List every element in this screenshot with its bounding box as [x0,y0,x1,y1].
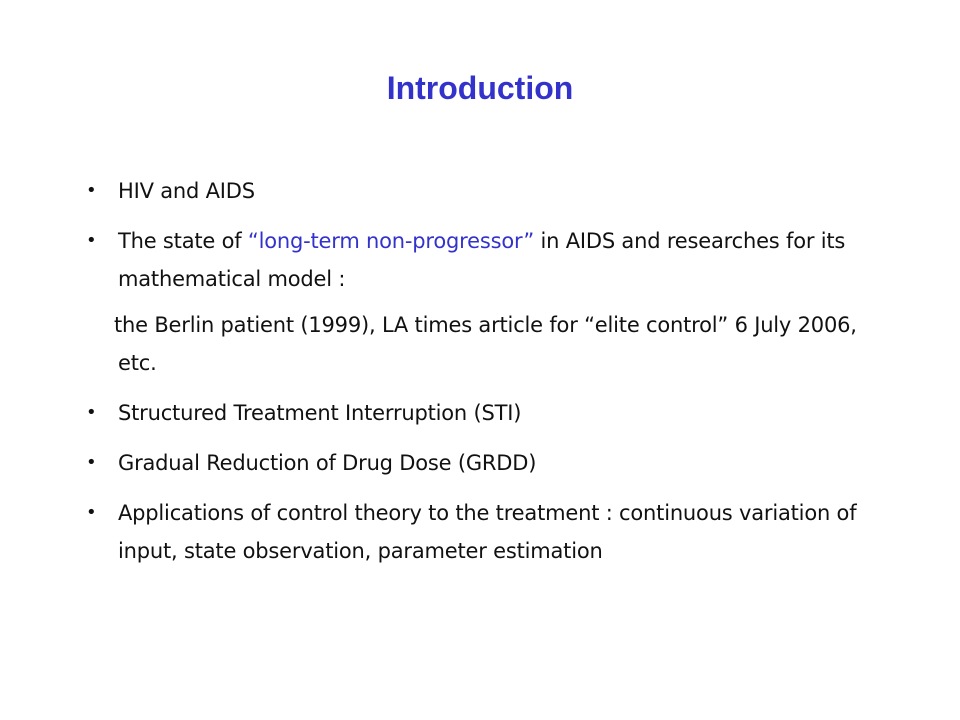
bullet-item-sti [86,394,886,432]
slide-title: Introduction [386,70,574,106]
bullet-icon: • [86,180,97,201]
bullet-icon: • [86,502,97,523]
bullet-text: Applications of control theory to the treatment : continuous variation of input, state observation, parameter estimation [118,501,857,563]
bullet-text: Gradual Reduction of Drug Dose (GRDD) [118,451,537,475]
bullet-item-hiv-aids [86,172,886,210]
continuation-text: the Berlin patient (1999), LA times article for “elite control” 6 July 2006, etc. [114,313,857,375]
bullet-list [86,172,886,582]
bullet-text-prefix: The state of [118,229,248,253]
continuation-paragraph [86,306,886,382]
highlighted-term: “long-term non-progressor” [247,229,534,253]
bullet-text-suffix: in AIDS and researches for its mathematical model : [118,229,846,291]
bullet-item-grdd [86,444,886,482]
bullet-text: Structured Treatment Interruption (STI) [118,401,522,425]
bullet-item-long-term-non-progressor [86,222,886,298]
bullet-icon: • [86,402,97,423]
bullet-text: HIV and AIDS [118,179,255,203]
bullet-icon: • [86,230,97,251]
bullet-item-control-theory [86,494,886,570]
bullet-icon: • [86,452,97,473]
